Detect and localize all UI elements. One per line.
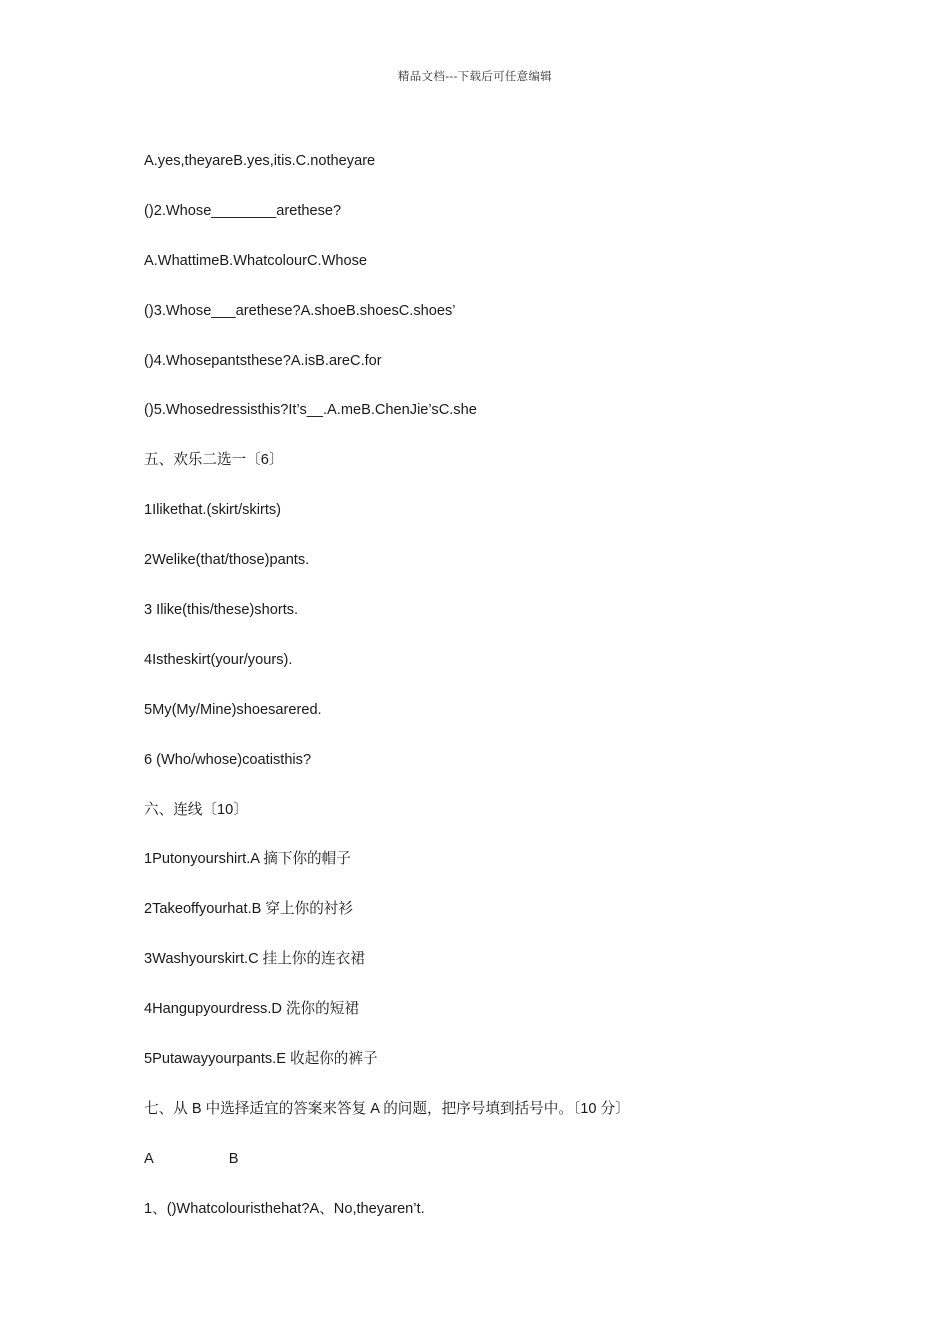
- choice-item-1: 1Ilikethat.(skirt/skirts): [144, 502, 282, 519]
- match-item-4: 4Hangupyourdress.D 洗你的短裙: [144, 1001, 359, 1018]
- page-header: 精品文档---下载后可任意编辑: [397, 69, 553, 83]
- question-2: ()2.Whose________arethese?: [144, 202, 342, 219]
- section-heading-5: 五、欢乐二选一〔6〕: [144, 452, 284, 469]
- question-options-1: A.yes,theyareB.yes,itis.C.notheyare: [144, 153, 376, 169]
- question-3: ()3.Whose___arethese?A.shoeB.shoesC.shoes’: [144, 302, 456, 319]
- column-headers: [144, 1148, 824, 1198]
- choice-item-2: 2Welike(that/those)pants.: [144, 552, 310, 569]
- match-item-3: 3Washyourskirt.C 挂上你的连衣裙: [144, 951, 365, 968]
- choice-item-3: 3 Ilike(this/these)shorts.: [144, 602, 299, 619]
- answer-item-1: 1、()Whatcolouristhehat?A、No,theyaren’t.: [144, 1200, 425, 1217]
- document-body: [144, 150, 824, 1248]
- match-item-5: 5Putawayyourpants.E 收起你的裤子: [144, 1051, 378, 1068]
- column-a-label: A: [144, 1150, 154, 1167]
- match-item-1: 1Putonyourshirt.A 摘下你的帽子: [144, 851, 351, 868]
- match-item-2: 2Takeoffyourhat.B 穿上你的衬衫: [144, 901, 353, 918]
- question-5: ()5.Whosedressisthis?It’s__.A.meB.ChenJie’sC.she: [144, 402, 477, 419]
- section-heading-7: 七、从 B 中选择适宜的答案来答复 A 的问题，把序号填到括号中。〔10 分〕: [144, 1100, 630, 1117]
- choice-item-4: 4Istheskirt(your/yours).: [144, 651, 293, 668]
- question-options-2: A.WhattimeB.WhatcolourC.Whose: [144, 252, 368, 269]
- question-4: ()4.Whosepantsthese?A.isB.areC.for: [144, 352, 382, 369]
- column-b-label: B: [228, 1150, 239, 1167]
- choice-item-5: 5My(My/Mine)shoesarered.: [144, 701, 322, 718]
- choice-item-6: 6 (Who/whose)coatisthis?: [144, 751, 312, 768]
- section-heading-6: 六、连线〔10〕: [144, 801, 248, 818]
